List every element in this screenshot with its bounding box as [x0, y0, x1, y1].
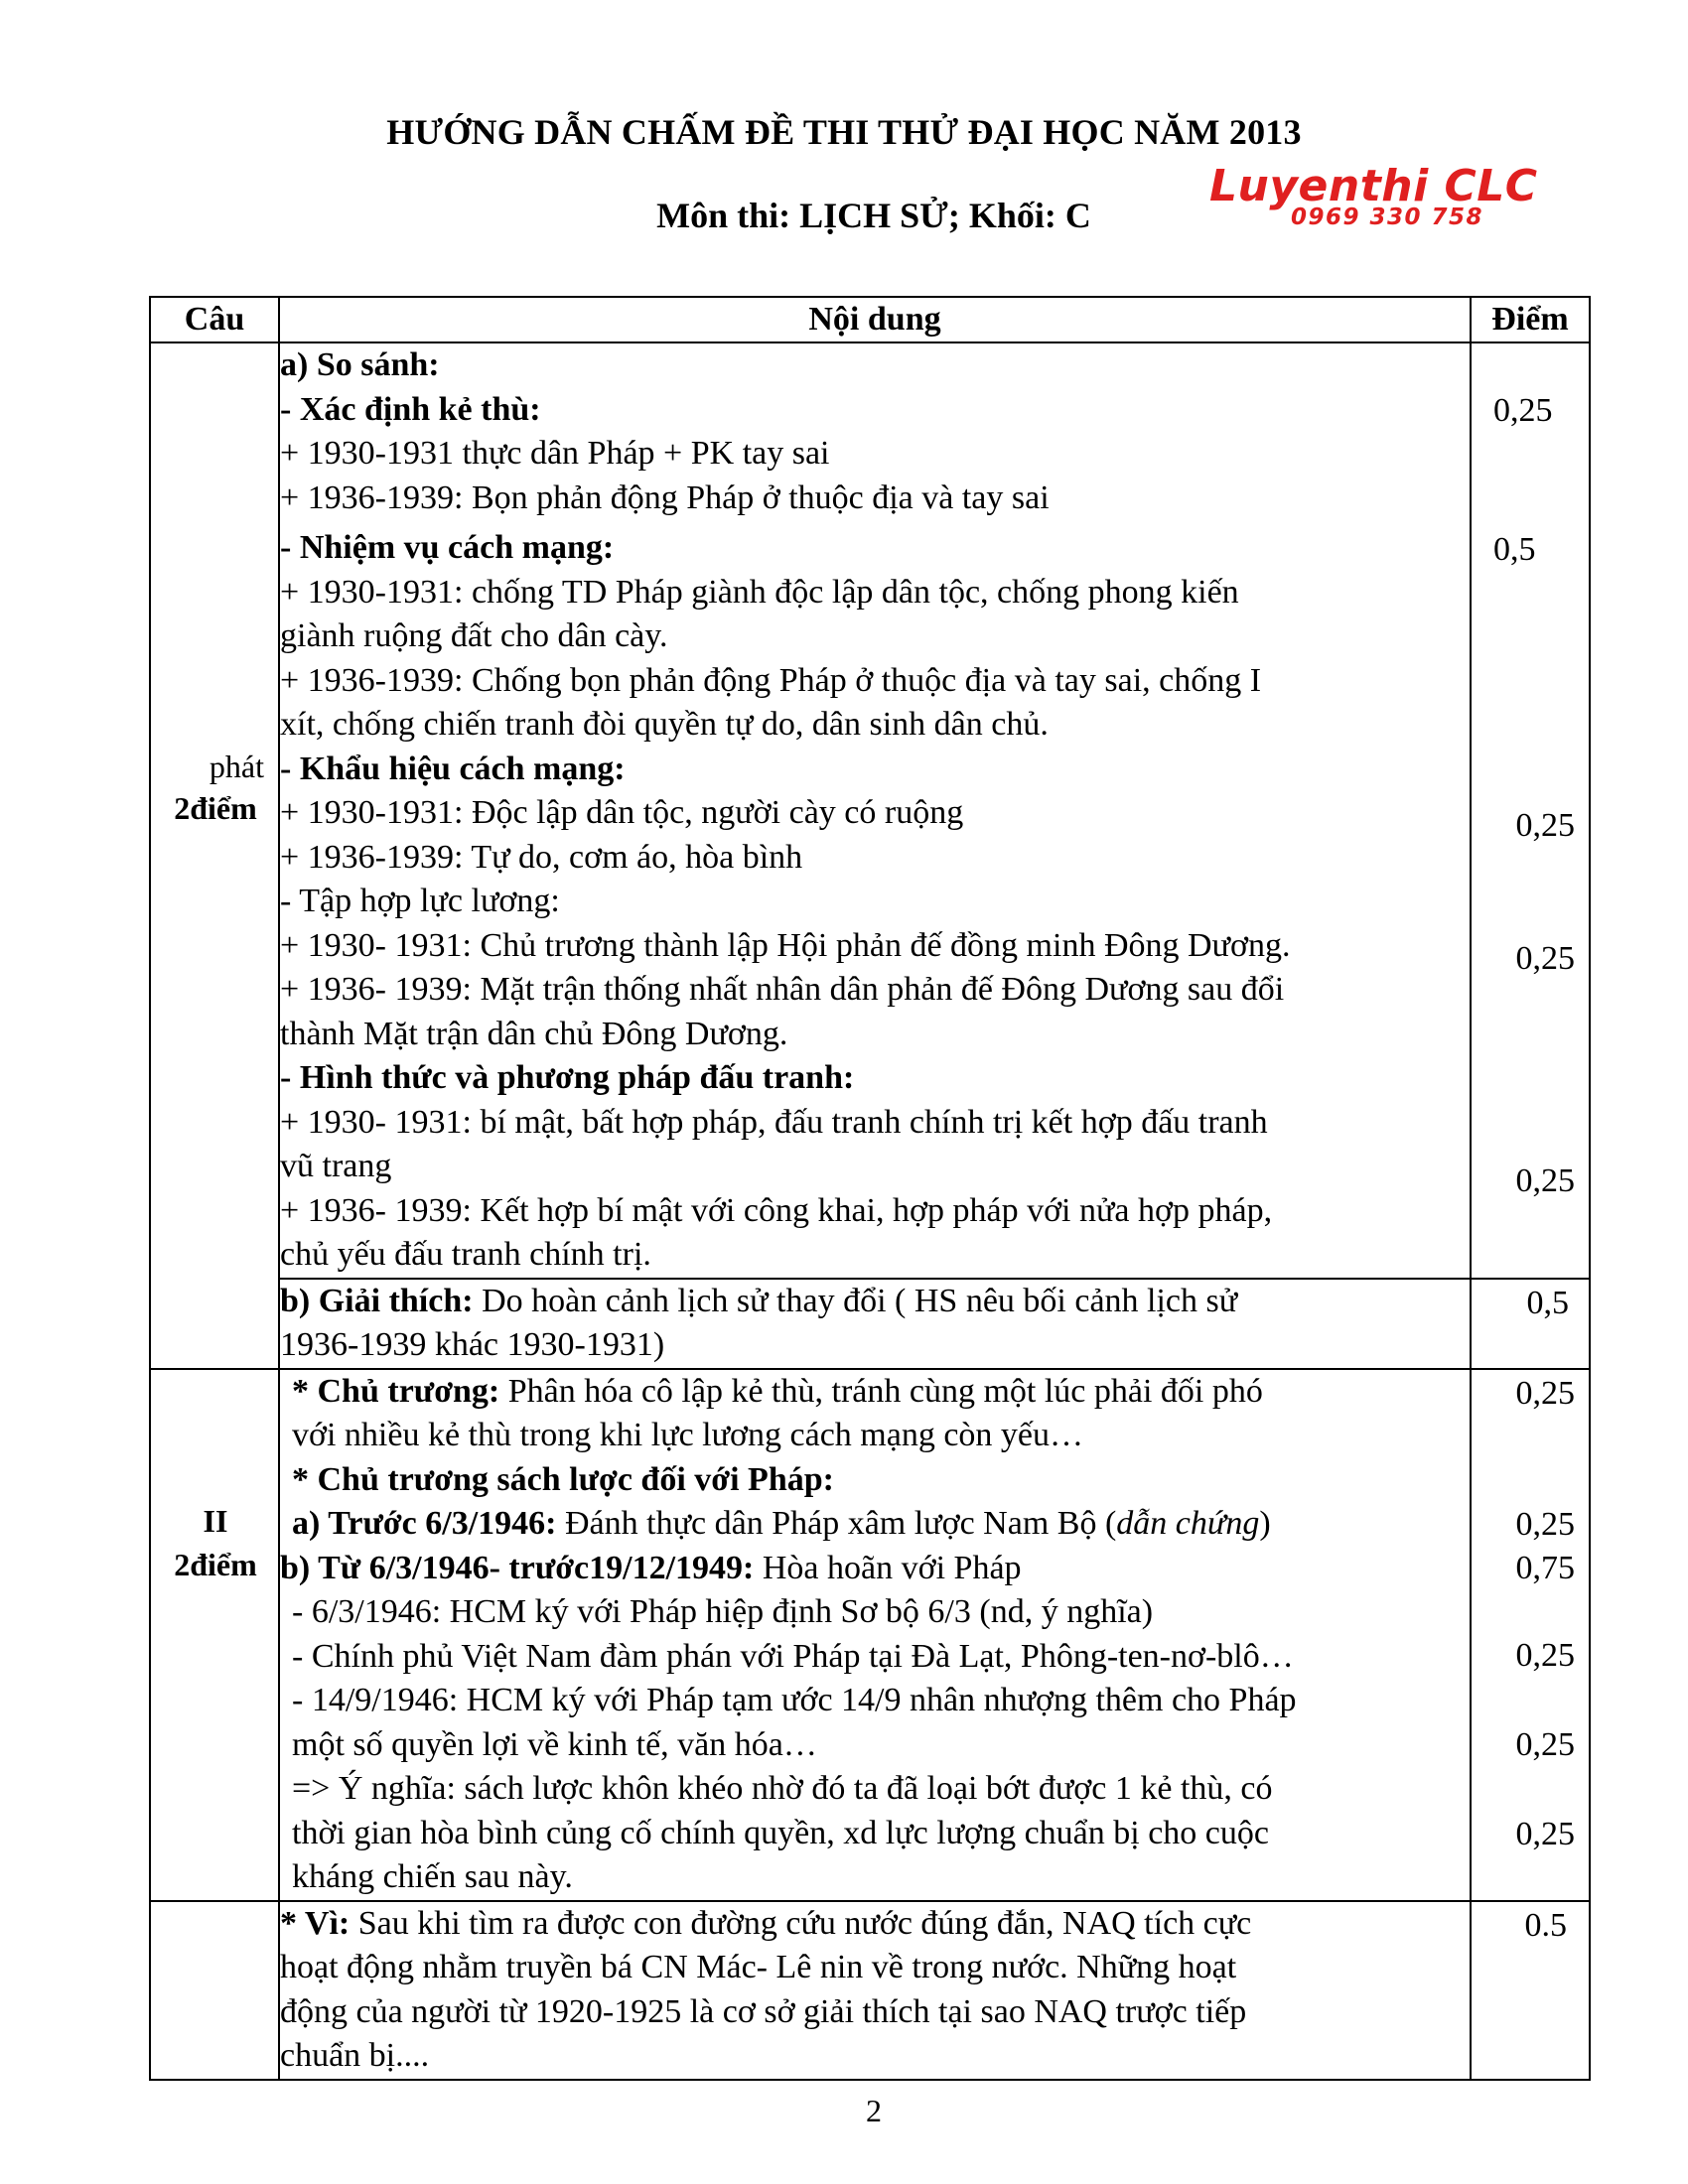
list-item: chủ yếu đấu tranh chính trị. — [280, 1236, 651, 1273]
list-item: xít, chống chiến tranh đòi quyền tự do, dân sinh dân chủ. — [280, 706, 1049, 743]
question-1a-content — [279, 342, 1471, 1279]
question-1a-scores — [1471, 342, 1590, 1279]
question-2-scores — [1471, 1369, 1590, 1901]
question-1b-score — [1471, 1279, 1590, 1369]
grading-table — [149, 296, 1591, 2081]
question-3-score — [1471, 1901, 1590, 2080]
list-item: + 1930- 1931: bí mật, bất hợp pháp, đấu tranh chính trị kết hợp đấu tranh — [280, 1103, 1268, 1141]
table-row — [150, 1279, 1590, 1369]
score-value: 0,25 — [1515, 1505, 1575, 1543]
list-item: một số quyền lợi về kinh tế, văn hóa… — [292, 1725, 817, 1763]
list-item: + 1936-1939: Bọn phản động Pháp ở thuộc địa và tay sai — [280, 478, 1050, 516]
list-item: - Khẩu hiệu cách mạng: — [280, 750, 626, 787]
table-row — [150, 1369, 1590, 1901]
list-item: vũ trang — [280, 1148, 392, 1184]
list-item: + 1930-1931: chống TD Pháp giành độc lập dân tộc, chống phong kiến — [280, 573, 1239, 611]
table-row — [150, 342, 1590, 1279]
list-item: - Nhiệm vụ cách mạng: — [280, 529, 615, 566]
list-item: kháng chiến sau này. — [292, 1858, 573, 1895]
page-number: 2 — [866, 2093, 882, 2128]
question-2-label: II — [203, 1502, 228, 1539]
question-1-cell — [150, 342, 279, 1369]
list-item: - Chính phủ Việt Nam đàm phán với Pháp tại Đà Lạt, Phông-ten-nơ-blô… — [292, 1637, 1294, 1675]
list-item: + 1930-1931: Độc lập dân tộc, người cày có ruộng — [280, 794, 964, 831]
list-item: - Xác định kẻ thù: — [280, 390, 541, 428]
list-item: => Ý nghĩa: sách lược khôn khéo nhờ đó ta đã loại bớt được 1 kẻ thù, có — [292, 1770, 1273, 1807]
list-item: - 6/3/1946: HCM ký với Pháp hiệp định Sơ bộ 6/3 (nd, ý nghĩa) — [292, 1593, 1154, 1630]
question-2-cell — [150, 1369, 279, 1901]
question-1-label: phát — [209, 749, 264, 784]
score-value: 0,25 — [1515, 807, 1575, 844]
question-1b-content — [279, 1279, 1471, 1369]
list-item: giành ruộng đất cho dân cày. — [280, 617, 668, 654]
header-cau: Câu — [150, 297, 279, 342]
score-value: 0,25 — [1493, 392, 1553, 429]
score-value: 0.5 — [1524, 1906, 1567, 1944]
list-item: thời gian hòa bình củng cố chính quyền, xd lực lượng chuẩn bị cho cuộc — [292, 1814, 1269, 1851]
list-item: + 1936- 1939: Kết hợp bí mật với công khai, hợp pháp với nửa hợp pháp, — [280, 1191, 1273, 1229]
question-2-points: 2điểm — [174, 1546, 257, 1582]
watermark-logo — [1209, 161, 1538, 232]
list-item: - 14/9/1946: HCM ký với Pháp tạm ước 14/9 nhân nhượng thêm cho Pháp — [292, 1682, 1297, 1718]
document-subtitle: Môn thi: LỊCH SỬ; Khối: C — [656, 196, 1091, 235]
list-item: a) Trước 6/3/1946: Đánh thực dân Pháp xâm lược Nam Bộ (dẫn chứng) — [292, 1505, 1271, 1542]
list-item: a) So sánh: — [280, 346, 440, 383]
question-3-content — [279, 1901, 1471, 2080]
question-3-cell — [150, 1901, 279, 2080]
list-item: * Vì: Sau khi tìm ra được con đường cứu nước đúng đắn, NAQ tích cực — [280, 1904, 1252, 1942]
list-item: với nhiều kẻ thù trong khi lực lương cách mạng còn yếu… — [292, 1417, 1084, 1453]
list-item: b) Giải thích: Do hoàn cảnh lịch sử thay đổi ( HS nêu bối cảnh lịch sử — [280, 1282, 1238, 1319]
list-item: * Chủ trương sách lược đối với Pháp: — [292, 1460, 834, 1498]
list-item: hoạt động nhằm truyền bá CN Mác- Lê nin về trong nước. Những hoạt — [280, 1949, 1237, 1985]
list-item: động của người từ 1920-1925 là cơ sở giải thích tại sao NAQ trược tiếp — [280, 1992, 1247, 2030]
list-item: * Chủ trương: Phân hóa cô lập kẻ thù, tránh cùng một lúc phải đối phó — [292, 1372, 1263, 1410]
question-1-points: 2điểm — [174, 790, 257, 826]
document-title: HƯỚNG DẪN CHẤM ĐỀ THI THỬ ĐẠI HỌC NĂM 2013 — [386, 112, 1302, 152]
score-value: 0,25 — [1515, 1636, 1575, 1674]
list-item: chuẩn bị.... — [280, 2037, 430, 2074]
list-item: 1936-1939 khác 1930-1931) — [280, 1326, 665, 1363]
score-value: 0,5 — [1526, 1284, 1569, 1321]
score-value: 0,25 — [1515, 940, 1575, 977]
list-item: b) Từ 6/3/1946- trước19/12/1949: Hòa hoãn với Pháp — [280, 1549, 1022, 1586]
logo-brand-text: Luyenthi CLC — [1209, 161, 1538, 211]
list-item: + 1936-1939: Chống bọn phản động Pháp ở thuộc địa và tay sai, chống I — [280, 661, 1262, 699]
table-row — [150, 1901, 1590, 2080]
score-value: 0,25 — [1515, 1725, 1575, 1763]
list-item: + 1930- 1931: Chủ trương thành lập Hội phản đế đồng minh Đông Dương. — [280, 926, 1291, 964]
header-noi-dung: Nội dung — [279, 297, 1471, 342]
list-item: - Tập hợp lực lương: — [280, 883, 560, 919]
question-2-content — [279, 1369, 1471, 1901]
score-value: 0,75 — [1515, 1549, 1575, 1586]
list-item: + 1936-1939: Tự do, cơm áo, hòa bình — [280, 838, 803, 876]
score-value: 0,25 — [1515, 1815, 1575, 1852]
score-value: 0,25 — [1515, 1374, 1575, 1412]
header-diem: Điểm — [1471, 297, 1590, 342]
table-header-row — [150, 297, 1590, 342]
list-item: + 1930-1931 thực dân Pháp + PK tay sai — [280, 435, 830, 472]
list-item: + 1936- 1939: Mặt trận thống nhất nhân dân phản đế Đông Dương sau đổi — [280, 971, 1285, 1008]
logo-phone-text: 0969 330 758 — [1291, 205, 1484, 230]
list-item: - Hình thức và phương pháp đấu tranh: — [280, 1059, 855, 1096]
score-value: 0,5 — [1493, 531, 1536, 568]
score-value: 0,25 — [1515, 1162, 1575, 1199]
list-item: thành Mặt trận dân chủ Đông Dương. — [280, 1015, 788, 1052]
